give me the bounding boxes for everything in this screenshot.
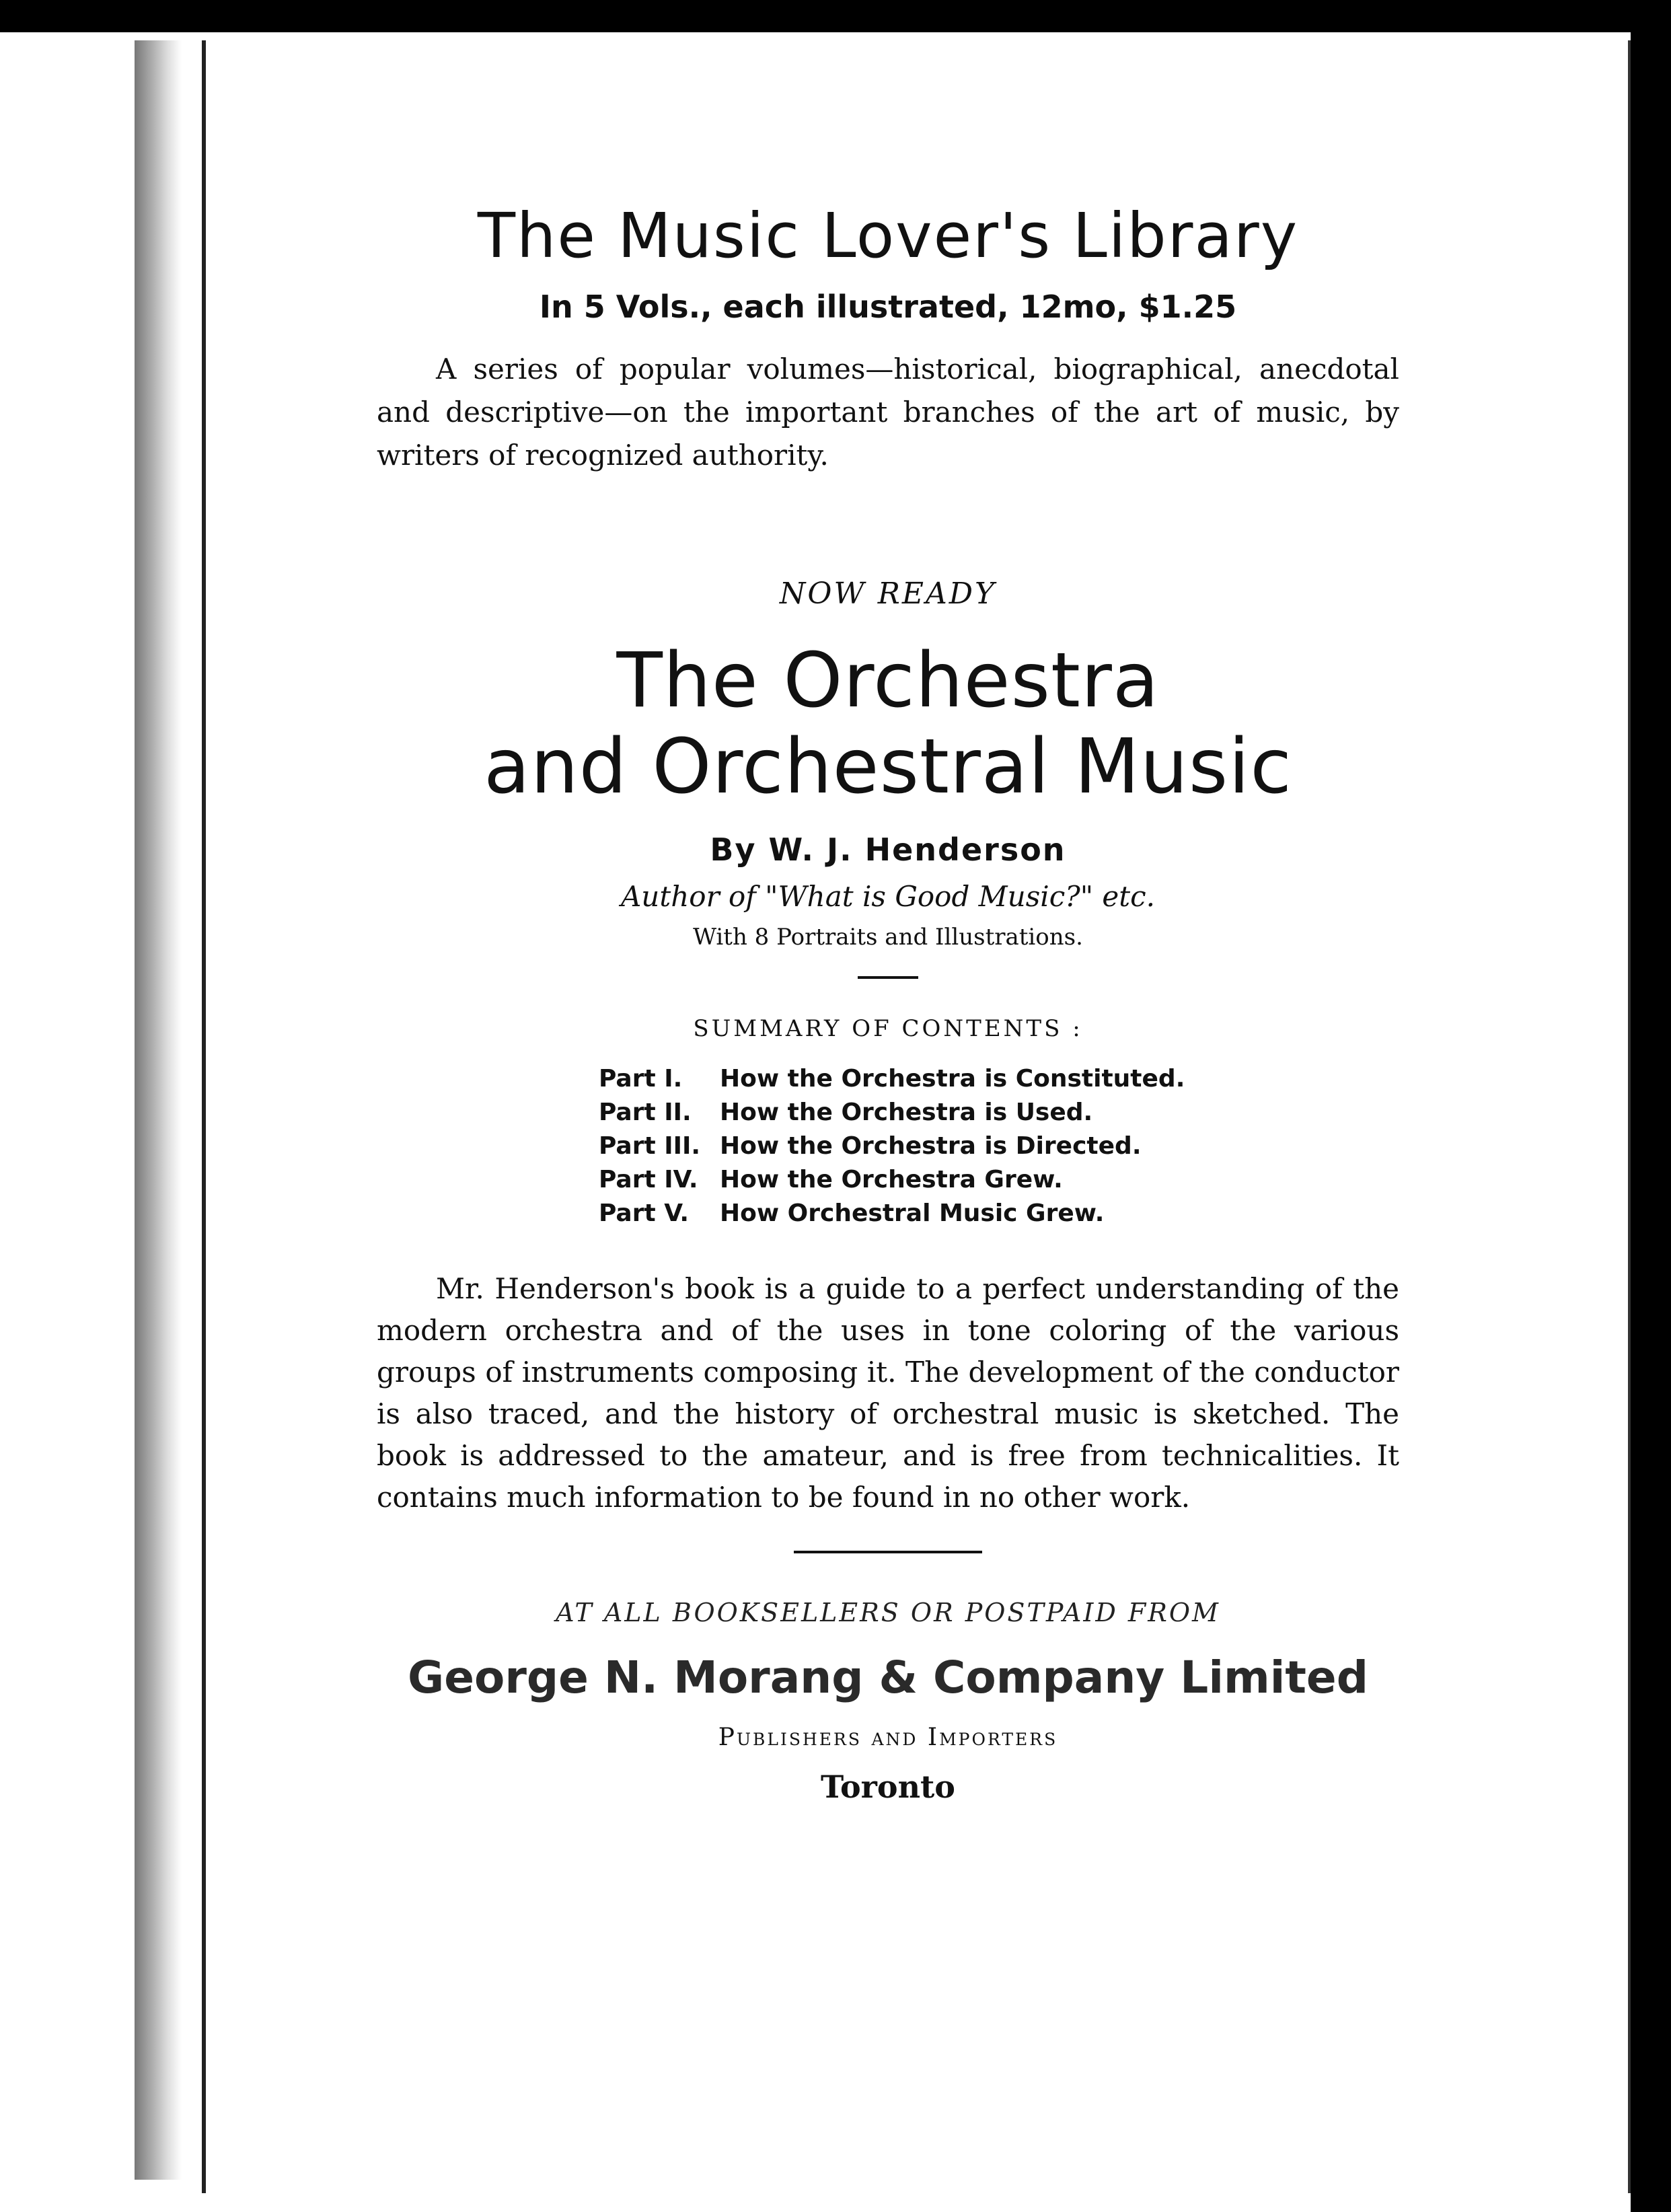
author-credits: Author of "What is Good Music?" etc. — [620, 880, 1156, 914]
book-blurb: Mr. Henderson's book is a guide to a perfect understanding of the modern orchestra and of the uses in tone coloring of the various groups of instruments composing it. The development of the conductor is also traced, and the history of orchestral music is sketched. The book is addressed to the amateur, and is free from technicalities. It contains much information to be found in no other work. — [377, 1272, 1399, 1514]
book-title-line-1: The Orchestra — [616, 637, 1160, 725]
page-edge-right — [1628, 40, 1631, 2193]
contents-item — [599, 1197, 1399, 1230]
part-label: Part V. — [599, 1200, 690, 1228]
book-title-line-2: and Orchestral Music — [484, 723, 1292, 811]
part-title: How the Orchestra Grew. — [720, 1166, 1063, 1194]
contents-item — [599, 1163, 1399, 1197]
page-edge-left — [202, 40, 206, 2193]
advertisement-page — [377, 202, 1399, 1805]
scan-border-right — [1631, 0, 1671, 2212]
now-ready-label: NOW READY — [779, 577, 997, 612]
part-title: How Orchestral Music Grew. — [720, 1200, 1105, 1228]
summary-heading: SUMMARY OF CONTENTS : — [693, 1015, 1083, 1043]
part-label: Part I. — [599, 1065, 683, 1093]
part-label: Part III. — [599, 1132, 701, 1160]
contents-item — [599, 1062, 1399, 1096]
sellers-line: AT ALL BOOKSELLERS OR POSTPAID FROM — [556, 1598, 1220, 1628]
part-title: How the Orchestra is Used. — [720, 1099, 1093, 1127]
book-title — [377, 638, 1399, 810]
publisher-subtitle: Publishers and Importers — [718, 1724, 1058, 1752]
part-label: Part IV. — [599, 1166, 698, 1194]
publisher-city: Toronto — [821, 1769, 955, 1806]
illustrations-note: With 8 Portraits and Illustrations. — [693, 924, 1083, 951]
part-label: Part II. — [599, 1099, 692, 1127]
contents-item — [599, 1096, 1399, 1130]
library-title: The Music Lover's Library — [477, 200, 1299, 272]
library-description: A series of popular volumes—historical, biographical, anecdotal and descriptive—on the important branches of the art of music, by writers of recognized authority. — [377, 353, 1399, 472]
volumes-line: In 5 Vols., each illustrated, 12mo, $1.25 — [539, 289, 1237, 326]
scan-border-top — [0, 0, 1671, 32]
divider-short — [858, 976, 918, 979]
contents-item — [599, 1130, 1399, 1163]
page-gutter-shadow — [135, 40, 182, 2180]
publisher-name: George N. Morang & Company Limited — [408, 1652, 1368, 1704]
part-title: How the Orchestra is Constituted. — [720, 1065, 1185, 1093]
part-title: How the Orchestra is Directed. — [720, 1132, 1142, 1160]
contents-list — [599, 1062, 1399, 1230]
book-author: By W. J. Henderson — [710, 832, 1066, 869]
divider-long — [794, 1551, 982, 1553]
